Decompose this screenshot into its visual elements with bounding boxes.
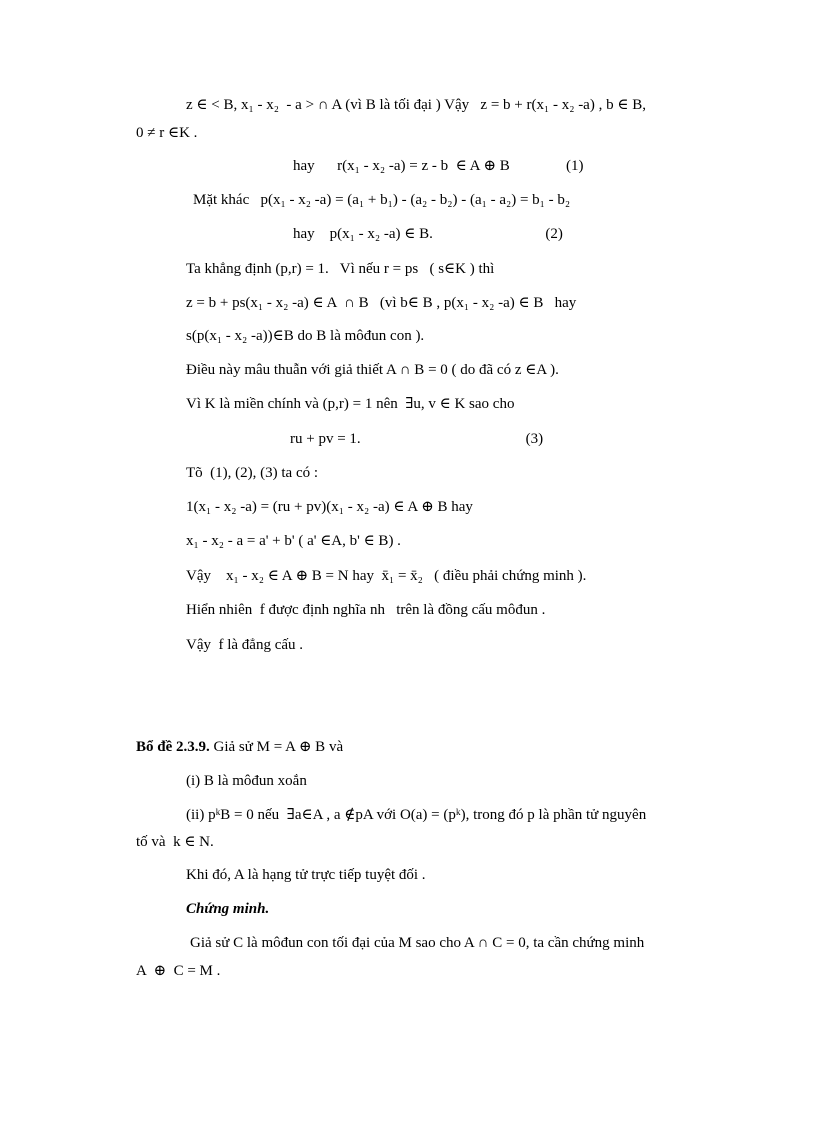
lemma-statement: Giả sử M = A ⊕ B và <box>209 739 344 755</box>
text-line: tố và k ∈ N. <box>136 834 214 850</box>
text-line: Khi đó, A là hạng tử trực tiếp tuyệt đối . <box>186 867 426 883</box>
lemma-heading <box>136 738 343 756</box>
text-line: Ta khẳng định (p,r) = 1. Vì nếu r = ps ( s∈K ) thì <box>186 261 495 277</box>
text-line: Tõ (1), (2), (3) ta có : <box>186 465 319 481</box>
text-line: (i) B là môđun xoắn <box>186 773 307 789</box>
text-line: Mặt khác p(x₁ - x₂ -a) = (a₁ + b₁) - (a₂ - b₂) - (a₁ - a₂) = b₁ - b₂ <box>193 192 571 208</box>
proof-heading: Chứng minh. <box>186 901 270 917</box>
text-line: (ii) pᵏB = 0 nếu ∃a∈A , a ∉pA với O(a) = (pᵏ), trong đó p là phần tử nguyên <box>186 807 647 823</box>
text-line: hay p(x₁ - x₂ -a) ∈ B. (2) <box>293 226 563 242</box>
text-line: Vậy x₁ - x₂ ∈ A ⊕ B = N hay x̄₁ = x̄₂ ( điều phải chứng minh ). <box>186 568 587 584</box>
text-line: x₁ - x₂ - a = a' + b' ( a' ∈A, b' ∈ B) . <box>186 533 401 549</box>
text-line: ru + pv = 1. (3) <box>290 431 544 447</box>
lemma-title: Bổ đề 2.3.9. <box>136 739 210 755</box>
text-line: Vậy f là đẳng cấu . <box>186 637 304 653</box>
text-line: Hiển nhiên f được định nghĩa nh trên là đồng cấu môđun . <box>186 602 546 618</box>
text-line: 1(x₁ - x₂ -a) = (ru + pv)(x₁ - x₂ -a) ∈ A ⊕ B hay <box>186 499 473 515</box>
text-line: A ⊕ C = M . <box>136 963 221 979</box>
text-line: Điều này mâu thuẫn với giả thiết A ∩ B = 0 ( do đã có z ∈A ). <box>186 362 559 378</box>
text-line: s(p(x₁ - x₂ -a))∈B do B là môđun con ). <box>186 328 425 344</box>
text-line: Vì K là miền chính và (p,r) = 1 nên ∃u, v ∈ K sao cho <box>186 396 515 412</box>
text-line: 0 ≠ r ∈K . <box>136 125 198 141</box>
text-line: Giả sử C là môđun con tối đại của M sao cho A ∩ C = 0, ta cần chứng minh <box>190 935 645 951</box>
text-line: z = b + ps(x₁ - x₂ -a) ∈ A ∩ B (vì b∈ B , p(x₁ - x₂ -a) ∈ B hay <box>186 295 577 311</box>
text-line: hay r(x₁ - x₂ -a) = z - b ∈ A ⊕ B (1) <box>293 158 584 174</box>
text-line: z ∈ < B, x₁ - x₂ - a > ∩ A (vì B là tối đại ) Vậy z = b + r(x₁ - x₂ -a) , b ∈ B, <box>186 97 646 113</box>
